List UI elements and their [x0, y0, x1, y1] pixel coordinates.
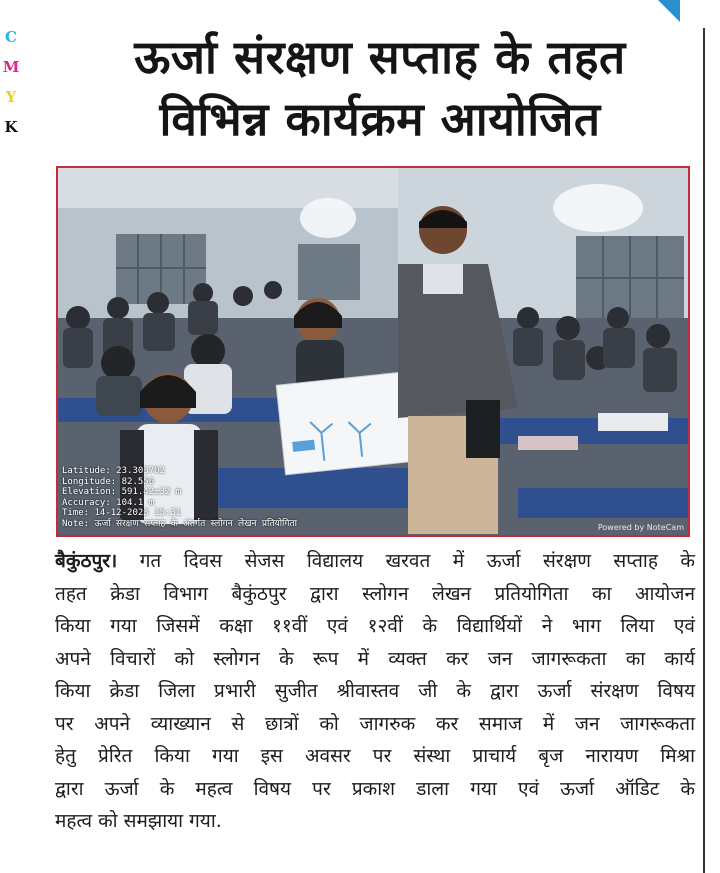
- gps-elevation: Elevation: 591.42±32 m: [62, 487, 182, 497]
- cmyk-m: M: [2, 58, 20, 76]
- article-line-5: किया क्रेडा जिला प्रभारी सुजीत श्रीवास्तव जी के द्वारा ऊर्जा संरक्षण विषय: [55, 680, 695, 702]
- gps-accuracy: Accuracy: 104.1 m: [62, 497, 155, 508]
- photo-watermark: Powered by NoteCam: [597, 523, 684, 532]
- cmyk-c: C: [5, 28, 17, 46]
- article-line-1: [55, 545, 695, 578]
- cmyk-registration-marks: [2, 22, 20, 142]
- gps-latitude: Latitude: 23.303702: [62, 466, 165, 476]
- article-line-6: पर अपने व्याख्यान से छात्रों को जागरुक कर समाज में जन जागरूकता: [55, 712, 695, 735]
- headline-line-1: ऊर्जा संरक्षण सप्ताह के तहत: [134, 30, 626, 84]
- article-line-3: किया गया जिसमें कक्षा ११वीं एवं १२वीं के विद्यार्थियों ने भाग लिया एवं: [55, 615, 695, 637]
- headline-line-2: विभिन्न कार्यक्रम आयोजित: [159, 92, 601, 146]
- article-line-2: तहत क्रेडा विभाग बैकुंठपुर द्वारा स्लोगन लेखन प्रतियोगिता का आयोजन: [55, 582, 695, 605]
- news-photo: [56, 166, 690, 537]
- headline: [60, 26, 700, 150]
- article-line-1-text: गत दिवस सेजस विद्यालय खरवत में ऊर्जा संरक्षण सप्ताह के: [139, 550, 695, 572]
- gps-overlay: [62, 466, 297, 529]
- dateline: बैकुंठपुर।: [55, 550, 118, 572]
- gps-longitude: Longitude: 82.556: [62, 476, 155, 487]
- corner-marker: [658, 0, 680, 22]
- article-line-8: द्वारा ऊर्जा के महत्व विषय पर प्रकाश डाला गया एवं ऊर्जा ऑडिट के: [55, 777, 695, 800]
- gps-note: Note: ऊर्जा संरक्षण सप्ताह के अंतर्गत स्लोगन लेखन प्रतियोगिता: [62, 518, 297, 529]
- article-line-7: हेतु प्रेरित किया गया इस अवसर पर संस्था प्राचार्य बृज नारायण मिश्रा: [55, 745, 695, 767]
- article-line-9: महत्व को समझाया गया.: [55, 810, 222, 832]
- column-rule: [703, 28, 705, 873]
- gps-time: Time: 14-12-2023 15:31: [62, 508, 182, 518]
- cmyk-k: K: [4, 118, 18, 136]
- cmyk-y: Y: [5, 88, 17, 106]
- article-body: [55, 545, 695, 838]
- article-line-4: अपने विचारों को स्लोगन के रूप में व्यक्त कर जन जागरूकता का कार्य: [55, 647, 695, 670]
